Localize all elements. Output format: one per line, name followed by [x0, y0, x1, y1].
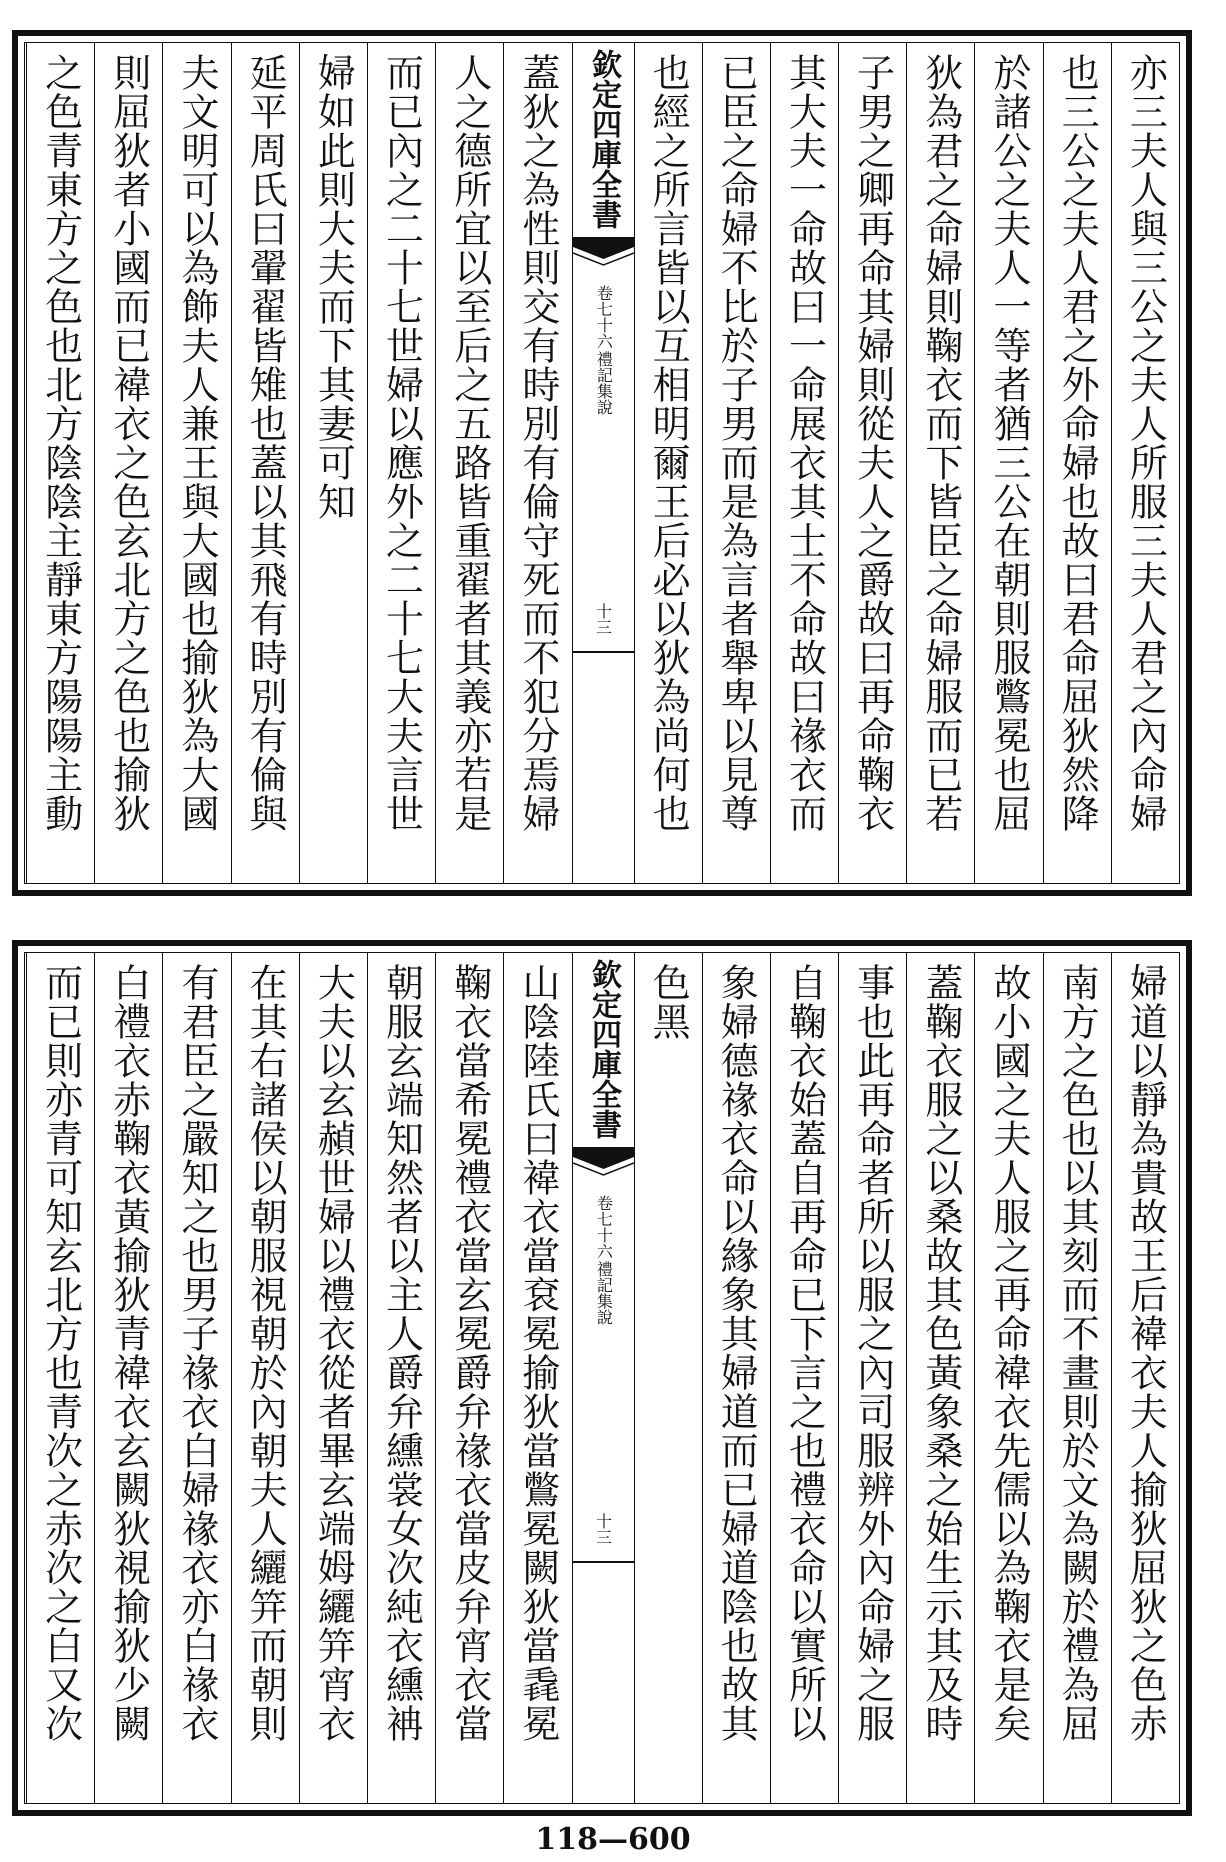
- column-text: 自鞠衣始蓋自再命已下言之也禮衣命以實所以: [782, 963, 827, 1743]
- column-text: 大夫以玄赬世婦以禮衣從者畢玄端姆纚笄宵衣: [311, 963, 356, 1743]
- right-text-column: [838, 953, 906, 1803]
- right-text-column: [1043, 43, 1111, 883]
- column-text: 亦三夫人與三公之夫人所服三夫人君之內命婦: [1123, 53, 1168, 833]
- column-text: 婦如此則大夫而下其妻可知: [311, 53, 356, 521]
- column-text: 故小國之夫人服之再命褘衣先儒以為鞠衣是矣: [987, 963, 1032, 1743]
- right-text-column: [702, 953, 770, 1803]
- column-text: 蓋鞠衣服之以桑故其色黃象桑之始生示其及時: [918, 963, 963, 1743]
- column-text: 山陰陸氏曰褘衣當袞冕揄狄當鷩冕闕狄當毳冕: [515, 963, 560, 1743]
- right-text-column: [702, 43, 770, 883]
- volume-number: 卷七十六: [594, 1195, 614, 1259]
- folio-number: 十三: [593, 603, 613, 635]
- page-number: 118—600: [535, 1822, 691, 1857]
- column-text: 而已則亦青可知玄北方也青次之赤次之白又次: [38, 963, 83, 1743]
- left-text-column: [162, 43, 230, 883]
- fishtail-mark: [573, 1147, 634, 1187]
- book-title: 禮記集說: [594, 351, 614, 415]
- left-text-column: [503, 953, 571, 1803]
- column-text: 蓋狄之為性則交有時別有倫守死而不犯分焉婦: [515, 53, 560, 833]
- column-text: 狄為君之命婦則鞠衣而下皆臣之命婦服而已若: [918, 53, 963, 833]
- banner-column: [572, 953, 634, 1803]
- left-text-column: [162, 953, 230, 1803]
- bottom-page-frame: [24, 952, 1180, 1804]
- column-text: 鞠衣當希冕禮衣當玄冕爵弁禒衣當皮弁宵衣當: [447, 963, 492, 1743]
- left-text-column: [367, 953, 435, 1803]
- left-text-column: [435, 953, 503, 1803]
- column-text: 於諸公之夫人一等者猶三公在朝則服鷩冕也屈: [987, 53, 1032, 833]
- folio-number: 十三: [593, 1513, 613, 1545]
- column-text: 色黑: [646, 963, 691, 1041]
- column-text: 朝服玄端知然者以主人爵弁纁裳女次純衣纁袡: [379, 963, 424, 1743]
- left-text-column: [367, 43, 435, 883]
- column-text: 象婦德禒衣命以緣象其婦道而已婦道陰也故其: [714, 963, 759, 1743]
- banner-title: 欽定四庫全書: [586, 49, 621, 229]
- column-text: 人之德所宜以至后之五路皆重翟者其義亦若是: [447, 53, 492, 833]
- book-title: 禮記集說: [594, 1261, 614, 1325]
- left-text-column: [435, 43, 503, 883]
- left-text-column: [299, 953, 367, 1803]
- column-text: 已臣之命婦不比於子男而是為言者舉卑以見尊: [714, 53, 759, 833]
- right-text-column: [634, 953, 702, 1803]
- column-text: 婦道以靜為貴故王后褘衣夫人揄狄屈狄之色赤: [1123, 963, 1168, 1743]
- column-text: 延平周氏曰翬翟皆雉也蓋以其飛有時別有倫與: [243, 53, 288, 833]
- column-text: 之色青東方之色也北方陰陰主靜東方陽陽主動: [38, 53, 83, 833]
- column-text: 有君臣之嚴知之也男子禒衣白婦禒衣亦白禒衣: [174, 963, 219, 1743]
- column-text: 在其右諸侯以朝服視朝於內朝夫人纚笄而朝則: [243, 963, 288, 1743]
- left-text-column: [231, 953, 299, 1803]
- column-text: 南方之色也以其刻而不畫則於文為闕於禮為屈: [1055, 963, 1100, 1743]
- volume-number: 卷七十六: [594, 285, 614, 349]
- banner-subtitle: [595, 1195, 612, 1325]
- left-text-column: [26, 43, 94, 883]
- right-text-column: [974, 953, 1042, 1803]
- top-page-frame: [24, 42, 1180, 884]
- left-text-column: [231, 43, 299, 883]
- left-text-column: [94, 43, 162, 883]
- bottom-page: [12, 940, 1192, 1816]
- right-text-column: [1111, 43, 1179, 883]
- right-text-column: [838, 43, 906, 883]
- column-text: 而已內之二十七世婦以應外之二十七大夫言世: [379, 53, 424, 833]
- right-text-column: [906, 953, 974, 1803]
- banner-subtitle: [595, 285, 612, 415]
- right-text-column: [974, 43, 1042, 883]
- column-text: 子男之卿再命其婦則從夫人之爵故曰再命鞠衣: [850, 53, 895, 833]
- left-text-column: [94, 953, 162, 1803]
- top-page: [12, 30, 1192, 896]
- column-text: 其大夫一命故曰一命展衣其士不命故曰禒衣而: [782, 53, 827, 833]
- column-text: 夫文明可以為飾夫人兼王與大國也揄狄為大國: [174, 53, 219, 833]
- fishtail-mark: [573, 237, 634, 277]
- column-text: 白禮衣赤鞠衣黃揄狄青褘衣玄闕狄視揄狄少闕: [106, 963, 151, 1743]
- left-text-column: [503, 43, 571, 883]
- left-text-column: [299, 43, 367, 883]
- left-text-column: [26, 953, 94, 1803]
- column-text: 也經之所言皆以互相明爾王后必以狄為尚何也: [646, 53, 691, 833]
- right-text-column: [634, 43, 702, 883]
- folio-rule: [573, 651, 634, 653]
- right-text-column: [1043, 953, 1111, 1803]
- column-text: 也三公之夫人君之外命婦也故曰君命屈狄然降: [1055, 53, 1100, 833]
- banner-title: 欽定四庫全書: [586, 959, 621, 1139]
- folio-rule: [573, 1561, 634, 1563]
- right-text-column: [770, 953, 838, 1803]
- right-text-column: [770, 43, 838, 883]
- right-text-column: [906, 43, 974, 883]
- right-text-column: [1111, 953, 1179, 1803]
- banner-column: [572, 43, 634, 883]
- column-text: 則屈狄者小國而已褘衣之色玄北方之色也揄狄: [106, 53, 151, 833]
- column-text: 事也此再命者所以服之內司服辨外內命婦之服: [850, 963, 895, 1743]
